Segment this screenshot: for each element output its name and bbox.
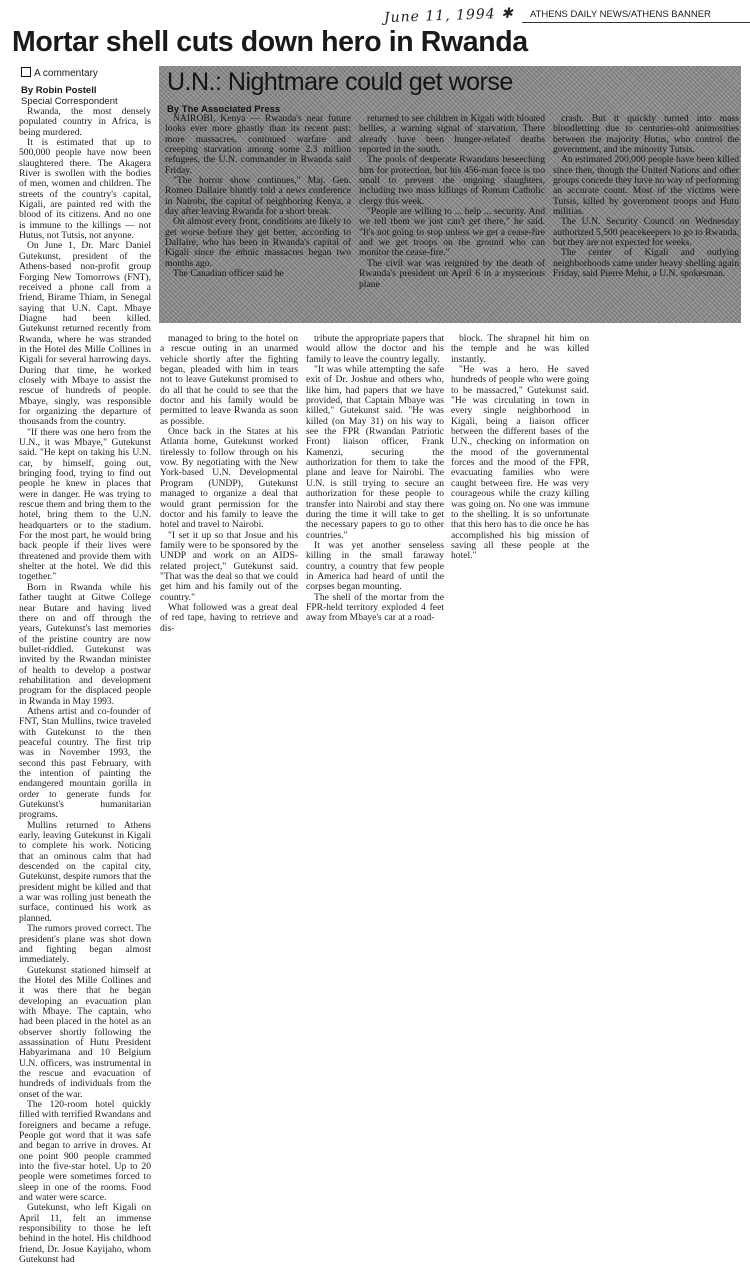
paragraph: Mullins returned to Athens early, leaving Gutekunst in Kigali to complete his work. Noticing that an ominous calm that had descended on the capital city, Gutekunst, despite rumors that the president might be killed and that a war was rolling just beneath the surface, continued his work as planned. — [19, 819, 151, 924]
article-column-1 — [19, 106, 151, 1266]
paragraph: managed to bring to the hotel on a rescue outing in an unarmed vehicle shortly after the fighting began, pleaded with him in tears not to leave Gutekunst promised to do all that he could to see that the doctor and his family would be permitted to leave Rwanda as soon as possible. — [160, 333, 298, 427]
inset-column — [359, 114, 545, 320]
article-column-5 — [596, 334, 742, 574]
paragraph: "He was a hero. He saved hundreds of people who were going to be massacred," Gutekunst said. "He was circulating in town in every single neighborhood in Kigali, being a liaison officer between the different bases of the U.N., checking on information on the mood of the governmental forces and the mood of the FPR, evacuating families who were caught between fire. He was very courageous while the crazy killing was going on. No one was immune to the shelling. It is so unfortunate that this hero has to die once he has accomplished his big mission of saving all these people at the hotel." — [451, 364, 589, 562]
article-column-2 — [160, 333, 298, 634]
paragraph: NAIROBI, Kenya — Rwanda's near future looks ever more ghastly than its recent past: more massacres, continued warfare and creeping starvation among some 2.3 million refugees, the U.N. commander in Rwanda said Friday. — [165, 113, 351, 176]
paragraph: "The horror show continues," Maj. Gen. Romeo Dallaire bluntly told a news conference in Nairobi, the capital of neighboring Kenya, a day after leaving Rwanda for a short break. — [165, 175, 351, 218]
inset-story — [159, 66, 741, 323]
paragraph: "If there was one hero from the U.N., it was Mbaye," Gutekunst said. "He kept on taking his U.N. car, by himself, going out, bringing food, trying to find out people he knew in places that were in danger. He was trying to rescue them and bring them to the hotel, bring them to the U.N. headquarters or to the stadium. For the most part, he would bring back people if their lives were threatened and provide them with shelter at the hotel. We did this together." — [19, 426, 151, 583]
paragraph: An estimated 200,000 people have been killed since then, though the United Nations and other groups concede they have no way of performing an accurate count. Most of the victims were Tutsis, killed by government troops and Hutu militias. — [553, 154, 739, 218]
paragraph: "People are willing to ... help ... security. And we tell them we just can't get there," he said. "It's not going to stop unless we get a cease-fire and we get troops on the ground who can monitor the cease-fire." — [359, 206, 545, 259]
source-rule — [522, 22, 750, 23]
handwritten-date: June 11, 1994 ✱ — [383, 5, 515, 27]
byline-title: Special Correspondent — [21, 96, 118, 107]
paragraph: tribute the appropriate papers that would allow the doctor and his family to leave the country legally. — [306, 333, 444, 365]
paragraph: crash. But it quickly turned into mass bloodletting due to centuries-old animosities between the majority Hutus, who control the government, and the minority Tutsis. — [553, 113, 739, 156]
inset-headline: U.N.: Nightmare could get worse — [167, 68, 513, 96]
paragraph: On June 1, Dr. Marc Daniel Gutekunst, president of the Athens-based non-profit group Forging New Tomorrows (FNT), received a phone call from a friend, Birame Thiam, in Senegal saying that U.N. Capt. Mbaye Diagne had been killed. Gutekunst returned recently from Rwanda, where he was stranded in the Hotel des Mille Collines in Kigali for several harrowing days. During that time, he worked closely with Mbaye to assist the rescue of hundreds of people. Mbaye, singly, was responsible for organizing the departure of thousands from the country. — [19, 240, 151, 428]
paragraph: Born in Rwanda while his father taught at Gitwe College near Butare and having lived there on and off through the years, Gutekunst's last memories of the pristine country are now bullet-riddled. Gutekunst was invited by the Rwandan minister of health to develop a postwar rehabilitation and development program for the displaced people in Rwanda in May 1993. — [19, 581, 151, 707]
paragraph: returned to see children in Kigali with bloated bellies, a warning signal of starvation. There already have been hunger-related deaths reported in the south. — [359, 113, 545, 156]
paragraph: It is estimated that up to 500,000 people have now been slaughtered there. The Akagera River is swollen with the bodies of men, women and children. The streets of the country's capital, Kigali, are painted red with the blood of its citizens. And no one is immune to the killings — not Hutus, not Tutsis, not anyone. — [19, 137, 151, 242]
paragraph: It was yet another senseless killing in the small faraway country, a country that few people in America had heard of until the corpses began mounting. — [306, 539, 444, 593]
kicker — [21, 67, 98, 79]
paragraph: Rwanda, the most densely populated country in Africa, is being murdered. — [19, 106, 151, 138]
paragraph: "I set it up so that Josue and his family were to be sponsored by the UNDP and work on an AIDS-related project," Gutekunst said. "That was the deal so that we could get him and his family out of the country." — [160, 529, 298, 603]
inset-byline: By The Associated Press — [167, 104, 281, 115]
paragraph: On almost every front, conditions are likely to get worse before they get better, according to Dallaire, who has been in Rwanda's capital of Kigali since the ethnic massacres began two months ago. — [165, 216, 351, 269]
inset-column — [165, 114, 351, 320]
paragraph: Gutekunst stationed himself at the Hotel des Mille Collines and it was there that he began developing an evacuation plan with Mbaye. The captain, who had been placed in the hotel as an observer shortly following the assassination of Hutu President Habyarimana and 10 Belgium U.N. officers, was instrumental in the rescue and evacuation of hundreds of individuals from the onset of the war. — [19, 964, 151, 1100]
paragraph: block. The shrapnel hit him on the temple and he was killed instantly. — [451, 333, 589, 365]
source-line: ATHENS DAILY NEWS/ATHENS BANNER — [530, 9, 711, 20]
paragraph: "It was while attempting the safe exit of Dr. Joshue and others who, like him, had papers that we have provided, that Captain Mbaye was killed," Gutekunst said. "He was killed (on May 31) on his way to see the FPR (Rwandan Patriotic Front) liaison officer, Frank Kamenzi, securing the authorization for them to take the plane and leave for Nairobi. The U.N. is still trying to secure an authorization for these people to transfer into Nairobi and stay there during the time it will take to get the necessary papers to go to other countries." — [306, 364, 444, 541]
byline-name: By Robin Postell — [21, 85, 97, 96]
paragraph: Once back in the States at his Atlanta home, Gutekunst worked tirelessly to follow through on his vow. By negotiating with the New York-based U.N. Developmental Program (UNDP), Gutekunst managed to organize a deal that would grant permission for the doctor and his family to leave the hotel and travel to Nairobi. — [160, 426, 298, 531]
paragraph: The rumors proved correct. The president's plane was shot down and fighting began almost immediately. — [19, 923, 151, 966]
paragraph: The Canadian officer said he — [173, 268, 284, 280]
paragraph: Athens artist and co-founder of FNT, Stan Mullins, twice traveled with Gutekunst to the then peaceful country. The first trip was in November 1993, the second this past February, with the intention of painting the endangered mountain gorilla in order to generate funds for Gutekunst's humanitarian programs. — [19, 705, 151, 821]
article-column-3 — [306, 333, 444, 624]
paragraph: The U.N. Security Council on Wednesday authorized 5,500 peacekeepers to go to Rwanda, but they are not expected for weeks. — [553, 216, 739, 249]
paragraph: Gutekunst, who left Kigali on April 11, felt an immense responsibility to those he left behind in the hotel. His childhood friend, Dr. Josue Kayijaho, whom Gutekunst had — [19, 1202, 151, 1266]
paragraph: The pools of desperate Rwandans beseeching him for protection, but his 456-man force is too small to prevent the ongoing slaughters, including two mass killings of Roman Catholic clergy this week. — [359, 154, 545, 207]
inset-columns — [165, 114, 739, 320]
checkbox-icon — [21, 67, 31, 77]
article-column-4 — [451, 334, 589, 574]
kicker-label: A commentary — [34, 68, 98, 79]
paragraph: What followed was a great deal of red tape, having to retrieve and dis- — [160, 601, 298, 634]
paragraph: The 120-room hotel quickly filled with terrified Rwandans and foreigners and became a refuge. People got word that it was safe and began to arrive in droves. At one point 900 people crammed into the five-star hotel. Up to 20 people were sometimes forced to sleep in one of the rooms. Food and water were scarce. — [19, 1099, 151, 1204]
paragraph: The center of Kigali and outlying neighborhoods came under heavy shelling again Friday, said Pierre Mehu, a U.N. spokesman. — [553, 247, 739, 280]
paragraph: The civil war was reignited by the death of Rwanda's president on April 6 in a mysterious plane — [359, 257, 545, 290]
inset-column — [553, 114, 739, 320]
paragraph: The shell of the mortar from the FPR-held territory exploded 4 feet away from Mbaye's car at a road- — [306, 591, 444, 624]
byline — [21, 85, 161, 107]
headline: Mortar shell cuts down hero in Rwanda — [12, 26, 528, 58]
